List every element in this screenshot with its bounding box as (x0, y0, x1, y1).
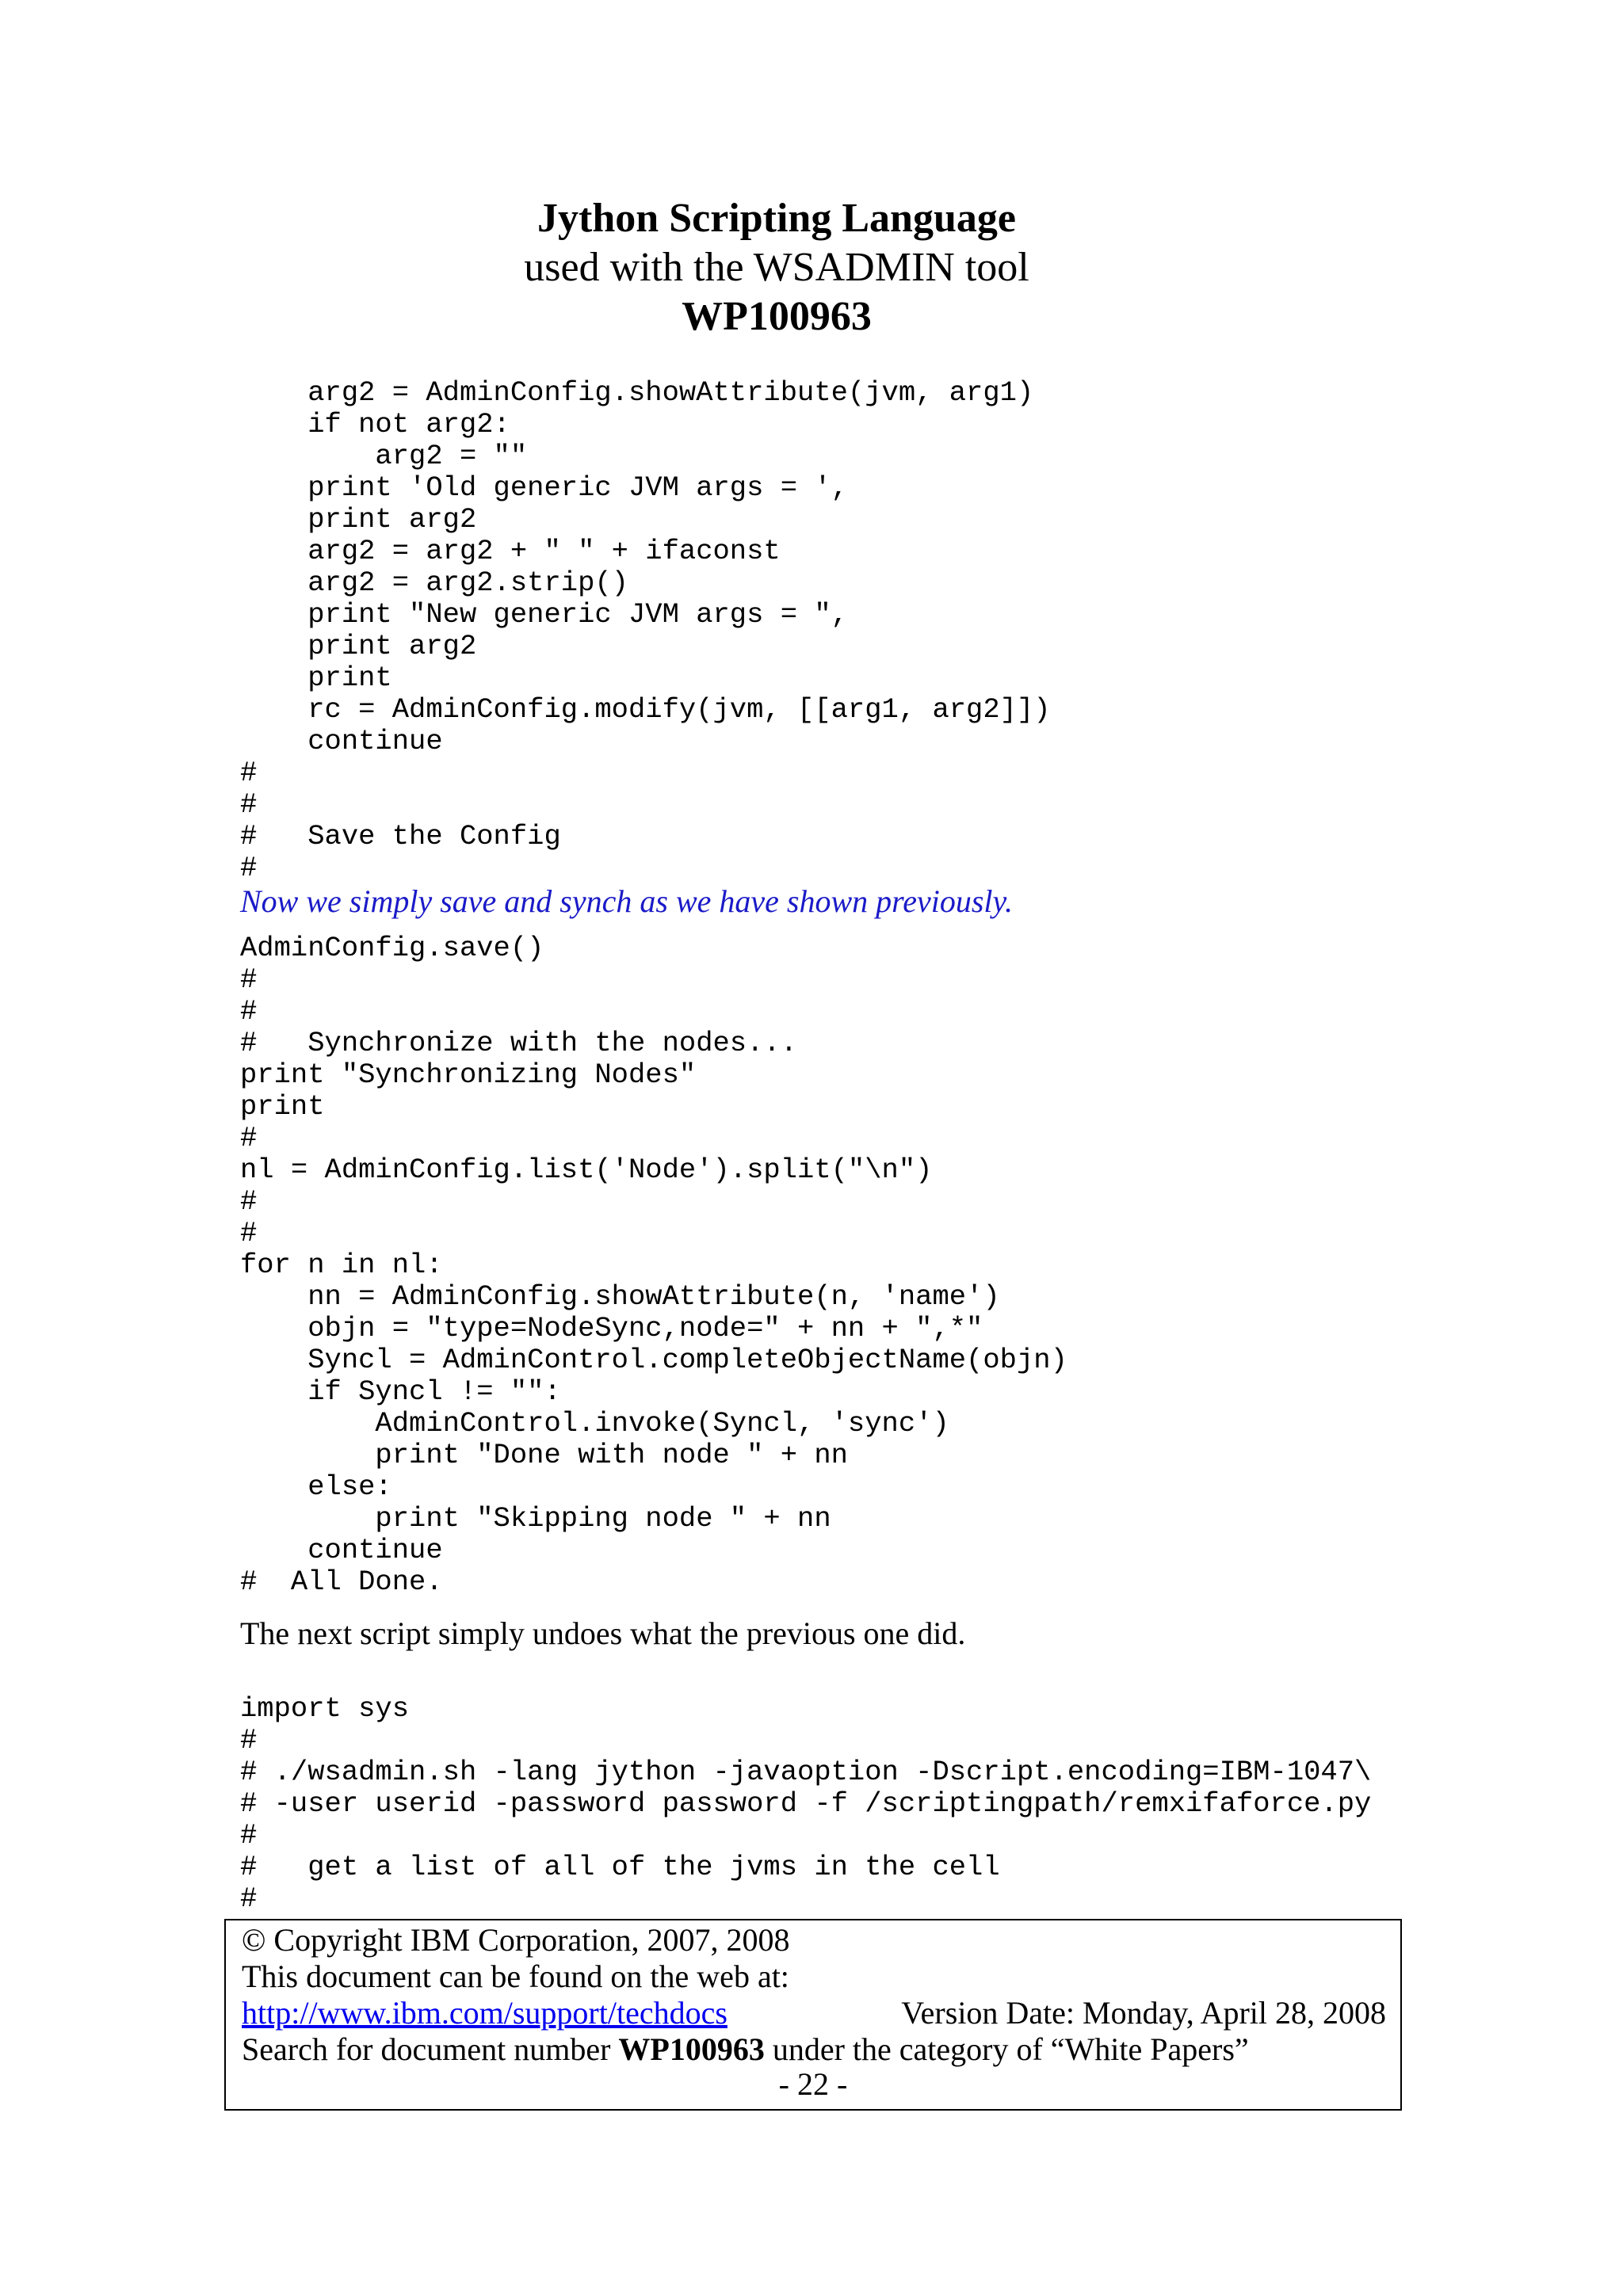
code-block-next-script: import sys # # ./wsadmin.sh -lang jython -javaoption -Dscript.encoding=IBM-1047\ # -user userid -password password -f /scriptingpath/remxifaforce.py # # get a list of all of the jvms in the cell # (240, 1692, 1372, 1915)
footer-search-prefix: Search for document number (242, 2031, 619, 2067)
code-block-save-jvm-args: arg2 = AdminConfig.showAttribute(jvm, arg1) if not arg2: arg2 = "" print 'Old generic JVM args = ', print arg2 arg2 = arg2 + " " + ifaconst arg2 = arg2.strip() print "New generic JVM args = ", print arg2 print rc = AdminConfig.modify(jvm, [[arg1, arg2]]) continue # # # Save the Config # (240, 376, 1051, 884)
document-number: WP100963 (682, 294, 872, 339)
document-header (0, 194, 1553, 341)
techdocs-link[interactable]: http://www.ibm.com/support/techdocs (242, 1995, 727, 2031)
document-subtitle: used with the WSADMIN tool (524, 245, 1029, 290)
footer-version-date: Version Date: Monday, April 28, 2008 (901, 1995, 1386, 2031)
footer-web-note: This document can be found on the web at: (242, 1958, 789, 1994)
code-block-sync-nodes: AdminConfig.save() # # # Synchronize with the nodes... print "Synchronizing Nodes" print # nl = AdminConfig.list('Node').split("\n") # # for n in nl: nn = AdminConfig.showAttribute(n, 'name') objn = "type=NodeSync,node=" + nn + ",*" Syncl = AdminControl.completeObjectName(objn) if Syncl != "": AdminControl.invoke(Syncl, 'sync') print "Done with node " + nn else: print "Skipping node " + nn continue # All Done. (240, 932, 1067, 1598)
footer-copyright: © Copyright IBM Corporation, 2007, 2008 (242, 1922, 790, 1958)
footer-search-suffix: under the category of “White Papers” (764, 2031, 1249, 2067)
footer-box (224, 1919, 1402, 2111)
footer-search-doc-number: WP100963 (618, 2031, 765, 2067)
footer-search-line (242, 2031, 1249, 2068)
document-title: Jython Scripting Language (537, 196, 1016, 241)
page-number: - 22 - (778, 2066, 848, 2102)
annotation-note: Now we simply save and synch as we have shown previously. (240, 883, 1014, 919)
body-paragraph: The next script simply undoes what the previous one did. (240, 1615, 966, 1651)
